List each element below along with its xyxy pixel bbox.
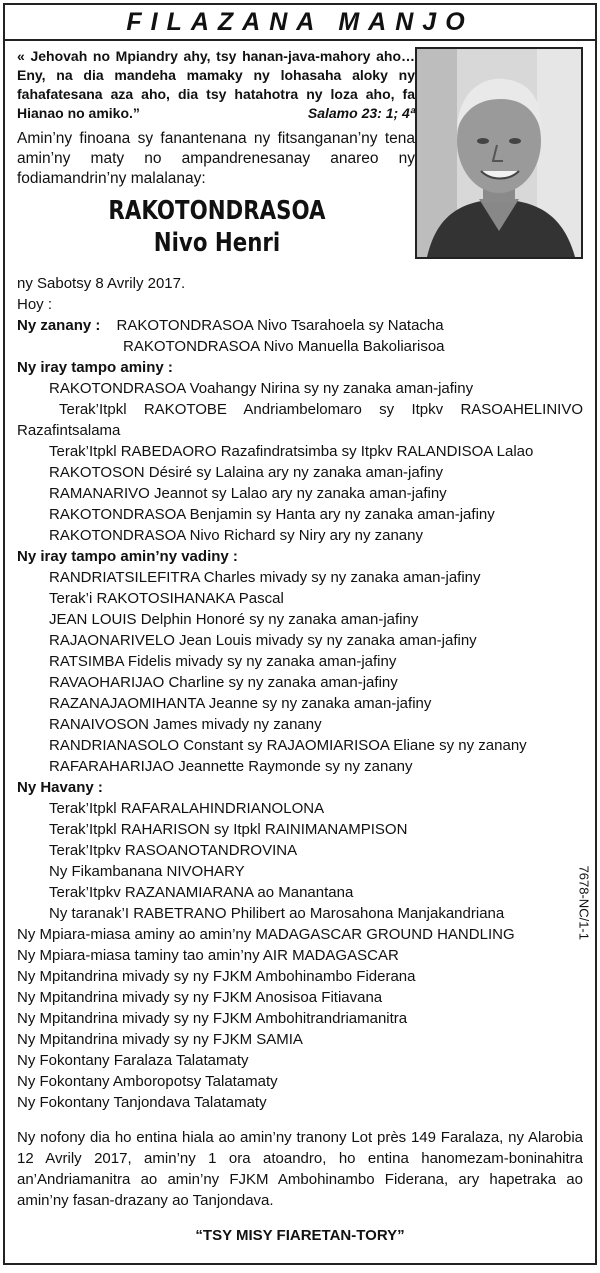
list-item: Ny Fokontany Amboropotsy Talatamaty [17, 1073, 278, 1090]
portrait-photo [415, 47, 583, 259]
list-item: Ny Fokontany Faralaza Talatamaty [17, 1052, 249, 1069]
list-item: Terak’Itpkl RAFARALAHINDRIANOLONA [49, 800, 325, 817]
spouse-siblings-title: Ny iray tampo amin’ny vadiny : [17, 548, 238, 565]
closing-phrase: “TSY MISY FIARETAN-TORY” [195, 1227, 405, 1244]
section-spouse-siblings [17, 546, 583, 777]
list-item: RAJAONARIVELO Jean Louis mivady sy ny zanaka aman-jafiny [49, 632, 477, 649]
list-item: Terak’Itpkv RASOANOTANDROVINA [49, 842, 298, 859]
list-item: RAKOTONDRASOA Nivo Richard sy Niry ary ny zanany [49, 527, 423, 544]
list-item: RANDRIANASOLO Constant sy RAJAOMIARISOA Eliane sy ny zanany [49, 737, 527, 754]
obituary-notice [3, 3, 597, 1265]
notice-content [5, 41, 595, 1246]
list-item: RATSIMBA Fidelis mivady sy ny zanaka aman-jafiny [49, 653, 397, 670]
hoy-label: Hoy : [17, 296, 53, 313]
list-item: RANAIVOSON James mivady ny zanany [49, 716, 322, 733]
deceased-surname: RAKOTONDRASOA [108, 196, 326, 226]
list-item: Razafintsalama [17, 422, 121, 439]
list-item: Ny Mpiara-miasa taminy tao amin’ny AIR MADAGASCAR [17, 947, 399, 964]
list-item: Terak’Itpkl RABEDAORO Razafindratsimba sy Itpkv RALANDISOA Lalao [49, 443, 534, 460]
list-item: RAKOTOSON Désiré sy Lalaina ary ny zanaka aman-jafiny [49, 464, 444, 481]
children-title: Ny zanany : [17, 317, 101, 334]
list-item: Terak’i RAKOTOSIHANAKA Pascal [49, 590, 284, 607]
quote-text: « Jehovah no Mpiandry ahy, tsy hanan-java-mahory aho… Eny, na dia mandeha mamaky ny lohasaha aloky ny fahafatesana aza aho, dia tsy hatahotra ny loza aho, fa Hianao no amiko.” [17, 48, 415, 121]
bible-quote [17, 47, 415, 123]
list-item: JEAN LOUIS Delphin Honoré sy ny zanaka aman-jafiny [49, 611, 419, 628]
section-others [17, 924, 583, 1113]
section-relatives [17, 777, 583, 924]
siblings-title: Ny iray tampo aminy : [17, 359, 173, 376]
list-item: RAZANAJAOMIHANTA Jeanne sy ny zanaka aman-jafiny [49, 695, 432, 712]
list-item: Ny Mpitandrina mivady sy ny FJKM Ambohitrandriamanitra [17, 1010, 408, 1027]
list-item: RAKOTONDRASOA Nivo Tsarahoela sy Natacha [116, 317, 444, 334]
list-item: RAKOTONDRASOA Voahangy Nirina sy ny zanaka aman-jafiny [49, 380, 474, 397]
list-item: Ny Mpitandrina mivady sy ny FJKM Ambohinambo Fiderana [17, 968, 416, 985]
section-children [17, 315, 583, 357]
intro-text: Amin’ny finoana sy fanantenana ny fitsanganan’ny tena amin’ny maty no ampandrenesanay anareo ny fodiamandrin’ny malalanay: [17, 130, 415, 187]
list-item: RANDRIATSILEFITRA Charles mivady sy ny zanaka aman-jafiny [49, 569, 481, 586]
list-item: Ny taranak’I RABETRANO Philibert ao Marosahona Manjakandriana [49, 905, 505, 922]
list-item: Ny Mpitandrina mivady sy ny FJKM Anosisoa Fitiavana [17, 989, 383, 1006]
list-item: Ny Fikambanana NIVOHARY [49, 863, 245, 880]
portrait-image [417, 49, 581, 257]
list-item: RAKOTONDRASOA Benjamin sy Hanta ary ny zanaka aman-jafiny [49, 506, 495, 523]
funeral-details: Ny nofony dia ho entina hiala ao amin’ny tranony Lot près 149 Faralaza, ny Alarobia 12 Avrily 2017, amin’ny 1 ora atoandro, ho entina hanomezam-boninahitra an’Andriamanitra ao amin’ny FJKM Ambohinambo Fiderana, ary hapetraka ao amin’ny fasan-drazany ao Tanjondava. [17, 1129, 583, 1209]
notice-title: FILAZANA MANJO [126, 7, 474, 36]
list-item: RAFARAHARIJAO Jeannette Raymonde sy ny zanany [49, 758, 413, 775]
section-siblings [17, 357, 583, 546]
list-item: Terak’Itpkv RAZANAMIARANA ao Manantana [49, 884, 354, 901]
list-item: RAKOTONDRASOA Nivo Manuella Bakoliarisoa [123, 338, 445, 355]
list-item: RAMANARIVO Jeannot sy Lalao ary ny zanaka aman-jafiny [49, 485, 447, 502]
list-item: Terak’Itpkl RAHARISON sy Itpkl RAINIMANAMPISON [49, 821, 408, 838]
relatives-title: Ny Havany : [17, 779, 103, 796]
list-item: Ny Fokontany Tanjondava Talatamaty [17, 1094, 267, 1111]
deceased-given-name: Nivo Henri [153, 228, 281, 258]
list-item: Terak’Itpkl RAKOTOBE Andriambelomaro sy Itpkv RASOAHELINIVO [59, 401, 583, 418]
list-item: Ny Mpitandrina mivady sy ny FJKM SAMIA [17, 1031, 303, 1048]
list-item: RAVAOHARIJAO Charline sy ny zanaka aman-jafiny [49, 674, 398, 691]
quote-reference: Salamo 23: 1; 4ª [307, 105, 415, 121]
list-item: Ny Mpiara-miasa aminy ao amin’ny MADAGASCAR GROUND HANDLING [17, 926, 515, 943]
notice-header [5, 5, 595, 41]
ad-reference-code: 7678-NC/1-1 [576, 865, 591, 940]
death-date: ny Sabotsy 8 Avrily 2017. [17, 275, 186, 292]
